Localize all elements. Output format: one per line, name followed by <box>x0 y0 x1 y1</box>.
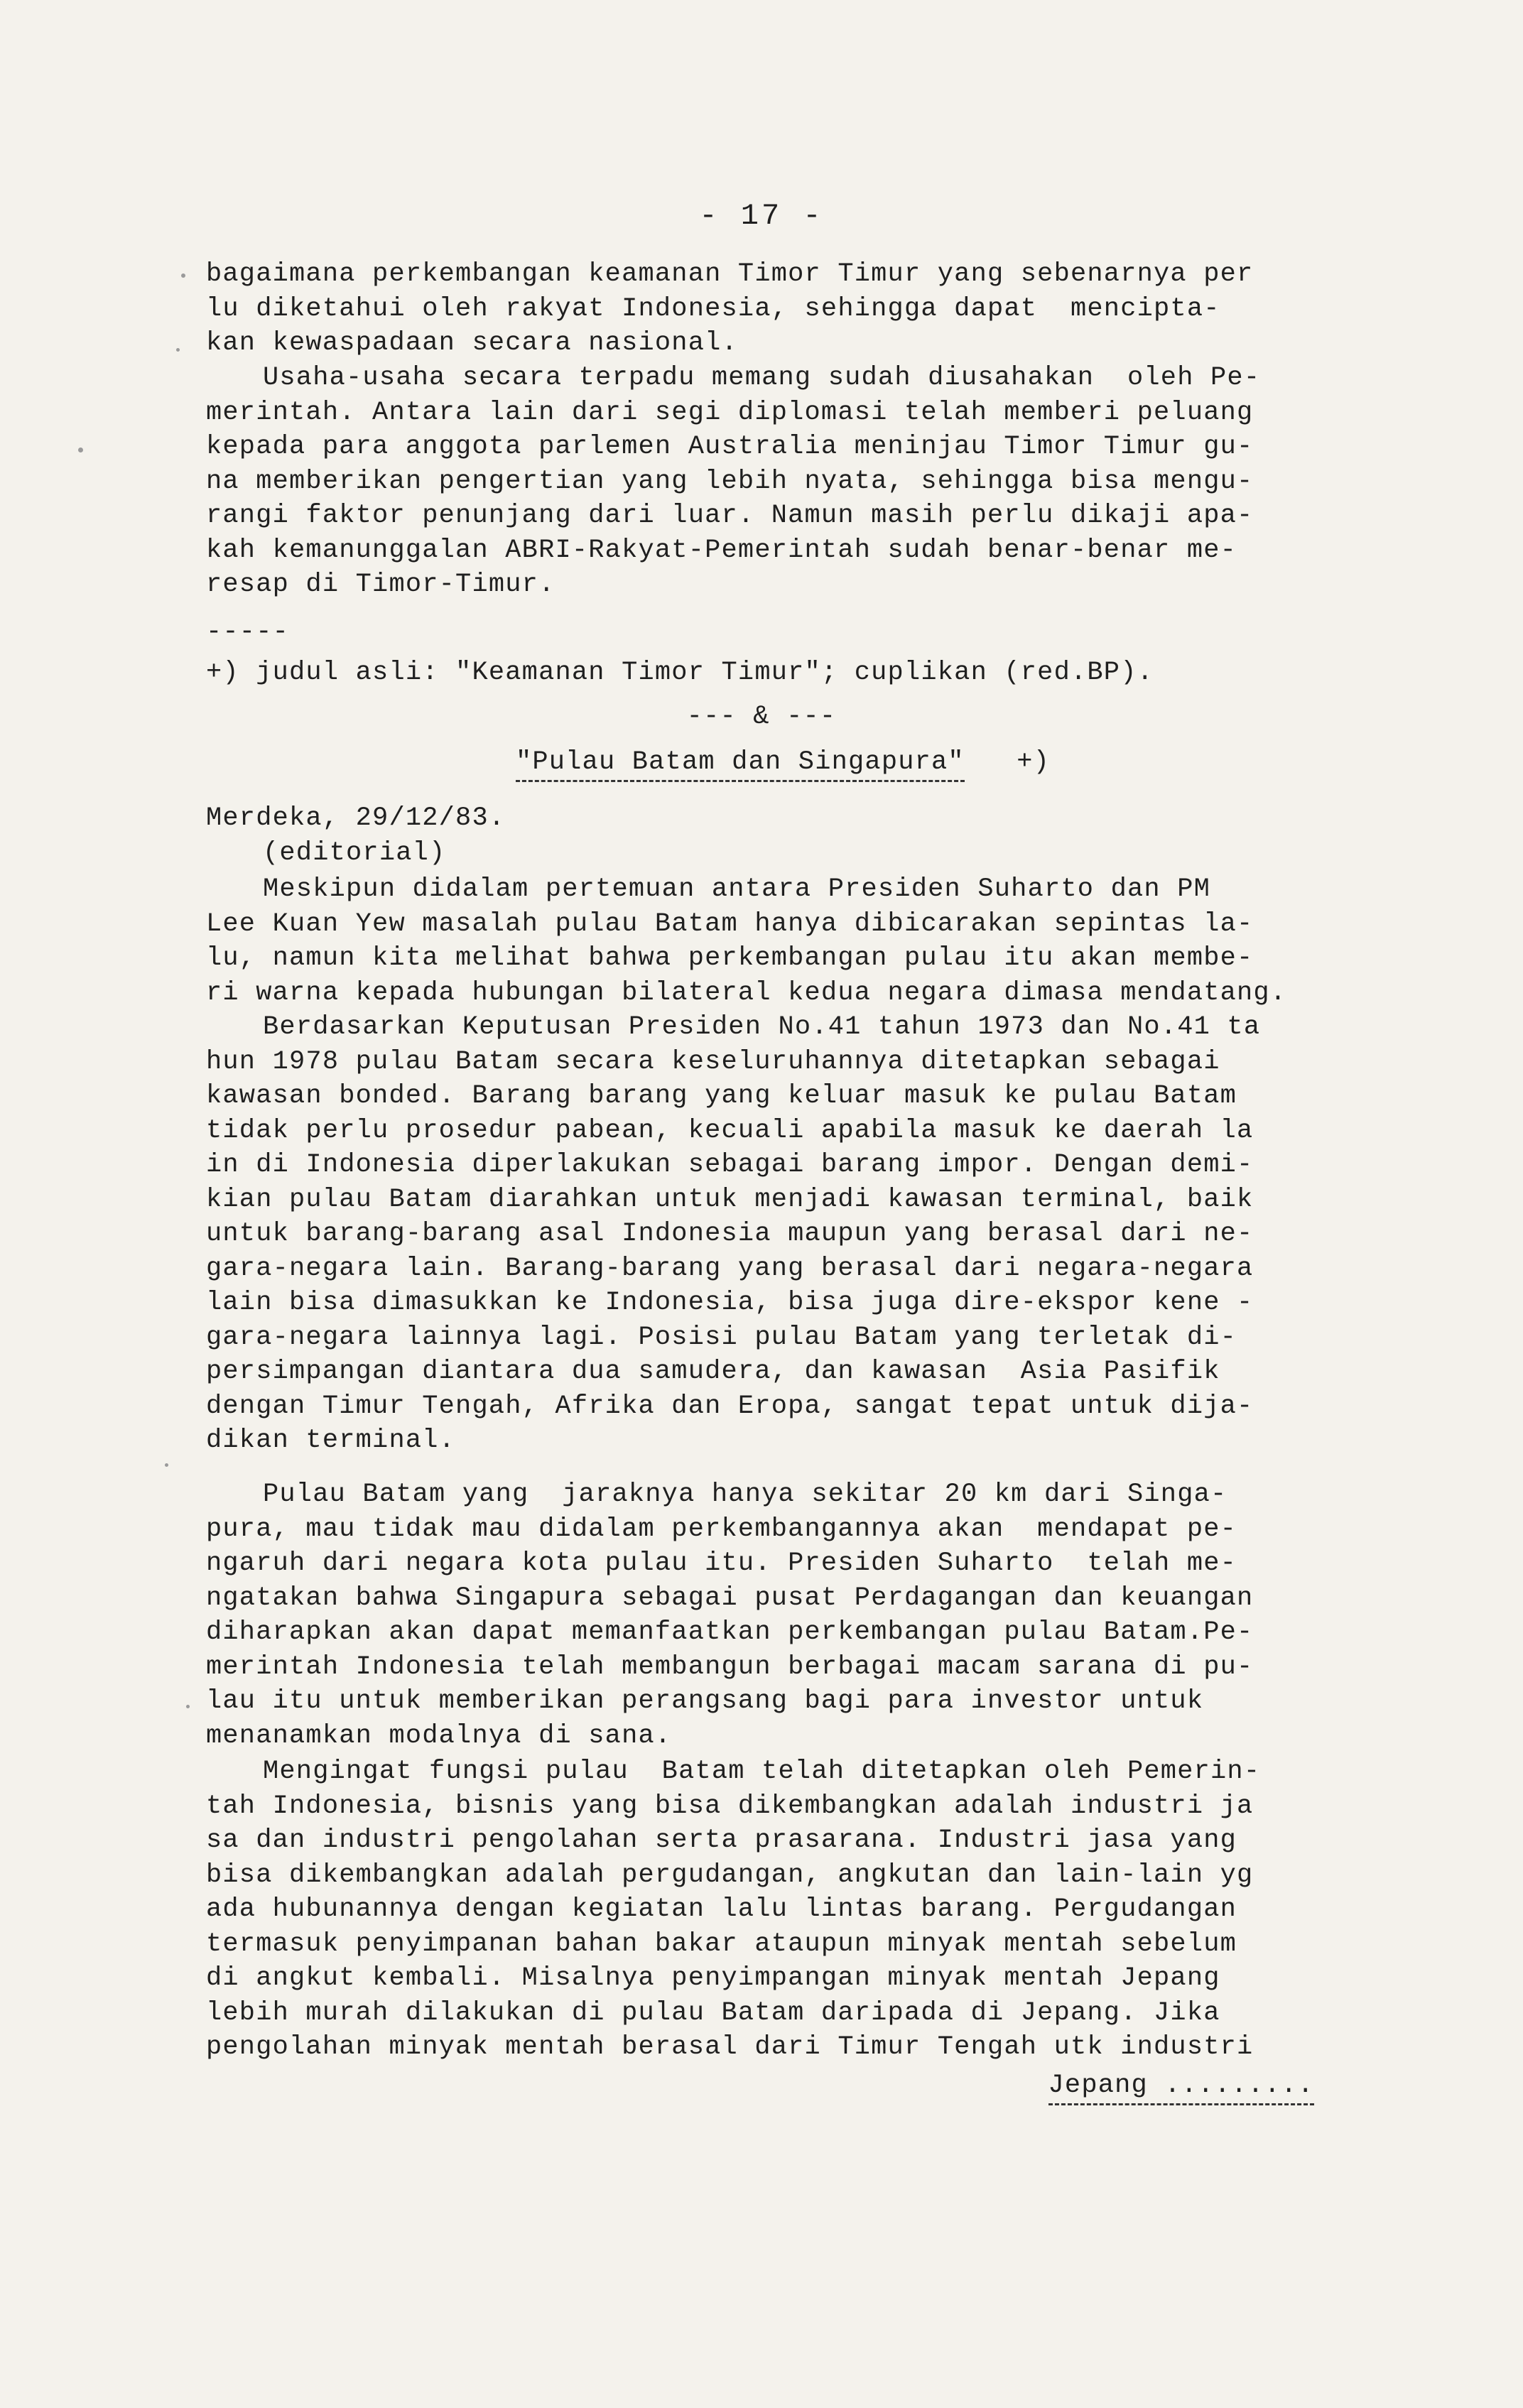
text-line: termasuk penyimpanan bahan bakar ataupun minyak mentah sebelum <box>206 1929 1237 1959</box>
text-line: dikan terminal. <box>206 1426 456 1455</box>
text-line: Pulau Batam yang jaraknya hanya sekitar 20 km dari Singa- <box>263 1480 1227 1509</box>
text-line: di angkut kembali. Misalnya penyimpangan minyak mentah Jepang <box>206 1963 1220 1993</box>
text-line: bisa dikembangkan adalah pergudangan, angkutan dan lain-lain yg <box>206 1860 1254 1890</box>
text-line: ada hubunannya dengan kegiatan lalu lintas barang. Pergudangan <box>206 1894 1237 1924</box>
scan-speck <box>165 1463 168 1467</box>
text-line: na memberikan pengertian yang lebih nyata, sehingga bisa mengu- <box>206 466 1254 497</box>
scan-speck <box>181 273 185 278</box>
text-line: dengan Timur Tengah, Afrika dan Eropa, sangat tepat untuk dija- <box>206 1391 1254 1421</box>
text-line: bagaimana perkembangan keamanan Timor Timur yang sebenarnya per <box>206 259 1254 289</box>
text-line: kepada para anggota parlemen Australia meninjau Timor Timur gu- <box>206 432 1254 462</box>
text-line: tidak perlu prosedur pabean, kecuali apabila masuk ke daerah la <box>206 1115 1254 1146</box>
footnote-rule: ----- <box>206 617 290 647</box>
text-line: Berdasarkan Keputusan Presiden No.41 tahun 1973 dan No.41 ta <box>263 1012 1261 1042</box>
continuation-catchword: Jepang ......... <box>1048 2071 1314 2105</box>
section-separator: --- & --- <box>686 702 837 732</box>
scan-speck <box>186 1705 190 1708</box>
text-line: Usaha-usaha secara terpadu memang sudah diusahakan oleh Pe- <box>263 363 1261 393</box>
paragraph-6 <box>206 1755 1371 2065</box>
source: Merdeka, 29/12/83. <box>206 803 506 833</box>
text-line: pengolahan minyak mentah berasal dari Timur Tengah utk industri <box>206 2032 1254 2062</box>
paragraph-2 <box>206 361 1371 602</box>
text-line: Meskipun didalam pertemuan antara Presiden Suharto dan PM <box>263 874 1211 904</box>
paragraph-5 <box>206 1477 1371 1753</box>
footnote-block <box>206 615 1371 690</box>
text-line: Lee Kuan Yew masalah pulau Batam hanya dibicarakan sepintas la- <box>206 909 1254 939</box>
text-line: ngatakan bahwa Singapura sebagai pusat Perdagangan dan keuangan <box>206 1583 1254 1613</box>
article-title-mark: +) <box>1017 747 1051 777</box>
text-line: merintah. Antara lain dari segi diplomasi telah memberi peluang <box>206 397 1254 428</box>
paragraph-4 <box>206 1010 1371 1458</box>
text-line: diharapkan akan dapat memanfaatkan perkembangan pulau Batam.Pe- <box>206 1617 1254 1647</box>
text-line: Mengingat fungsi pulau Batam telah ditetapkan oleh Pemerin- <box>263 1757 1261 1786</box>
continuation-block <box>206 2068 1314 2103</box>
scan-speck <box>176 348 180 352</box>
page-number: - 17 - <box>699 199 824 233</box>
paragraph-3 <box>206 872 1371 1010</box>
source-type: (editorial) <box>263 837 446 868</box>
text-line: lu, namun kita melihat bahwa perkembangan pulau itu akan membe- <box>206 943 1254 973</box>
text-line: ngaruh dari negara kota pulau itu. Presiden Suharto telah me- <box>206 1549 1237 1578</box>
text-line: menanamkan modalnya di sana. <box>206 1720 672 1751</box>
text-line: ri warna kepada hubungan bilateral kedua negara dimasa mendatang. <box>206 977 1287 1008</box>
text-line: in di Indonesia diperlakukan sebagai barang impor. Dengan demi- <box>206 1150 1254 1180</box>
article-title-row <box>0 747 1523 777</box>
footnote: +) judul asli: "Keamanan Timor Timur"; cuplikan (red.BP). <box>206 657 1154 688</box>
text-line: merintah Indonesia telah membangun berbagai macam sarana di pu- <box>206 1652 1254 1682</box>
text-line: tah Indonesia, bisnis yang bisa dikembangkan adalah industri ja <box>206 1791 1254 1821</box>
text-line: pura, mau tidak mau didalam perkembangannya akan mendapat pe- <box>206 1514 1237 1544</box>
text-line: kan kewaspadaan secara nasional. <box>206 328 738 358</box>
text-line: kah kemanunggalan ABRI-Rakyat-Pemerintah sudah benar-benar me- <box>206 535 1237 565</box>
text-line: lain bisa dimasukkan ke Indonesia, bisa juga dire-ekspor kene - <box>206 1288 1254 1318</box>
paragraph-1 <box>206 257 1371 361</box>
text-line: kian pulau Batam diarahkan untuk menjadi kawasan terminal, baik <box>206 1184 1254 1215</box>
text-line: rangi faktor penunjang dari luar. Namun masih perlu dikaji apa- <box>206 501 1254 531</box>
text-line: kawasan bonded. Barang barang yang keluar masuk ke pulau Batam <box>206 1081 1237 1111</box>
text-line: untuk barang-barang asal Indonesia maupun yang berasal dari ne- <box>206 1219 1254 1249</box>
text-line: sa dan industri pengolahan serta prasarana. Industri jasa yang <box>206 1826 1237 1855</box>
text-line: lebih murah dilakukan di pulau Batam daripada di Jepang. Jika <box>206 1997 1220 2028</box>
text-line: gara-negara lain. Barang-barang yang berasal dari negara-negara <box>206 1253 1254 1284</box>
article-title: "Pulau Batam dan Singapura" <box>516 747 965 782</box>
scan-speck <box>78 448 83 452</box>
text-line: lau itu untuk memberikan perangsang bagi para investor untuk <box>206 1686 1204 1716</box>
text-line: resap di Timor-Timur. <box>206 570 555 600</box>
source-block <box>206 801 1371 870</box>
text-line: persimpangan diantara dua samudera, dan kawasan Asia Pasifik <box>206 1357 1220 1387</box>
text-line: gara-negara lainnya lagi. Posisi pulau Batam yang terletak di- <box>206 1322 1237 1352</box>
text-line: hun 1978 pulau Batam secara keseluruhannya ditetapkan sebagai <box>206 1046 1220 1077</box>
text-line: lu diketahui oleh rakyat Indonesia, sehingga dapat mencipta- <box>206 293 1220 324</box>
